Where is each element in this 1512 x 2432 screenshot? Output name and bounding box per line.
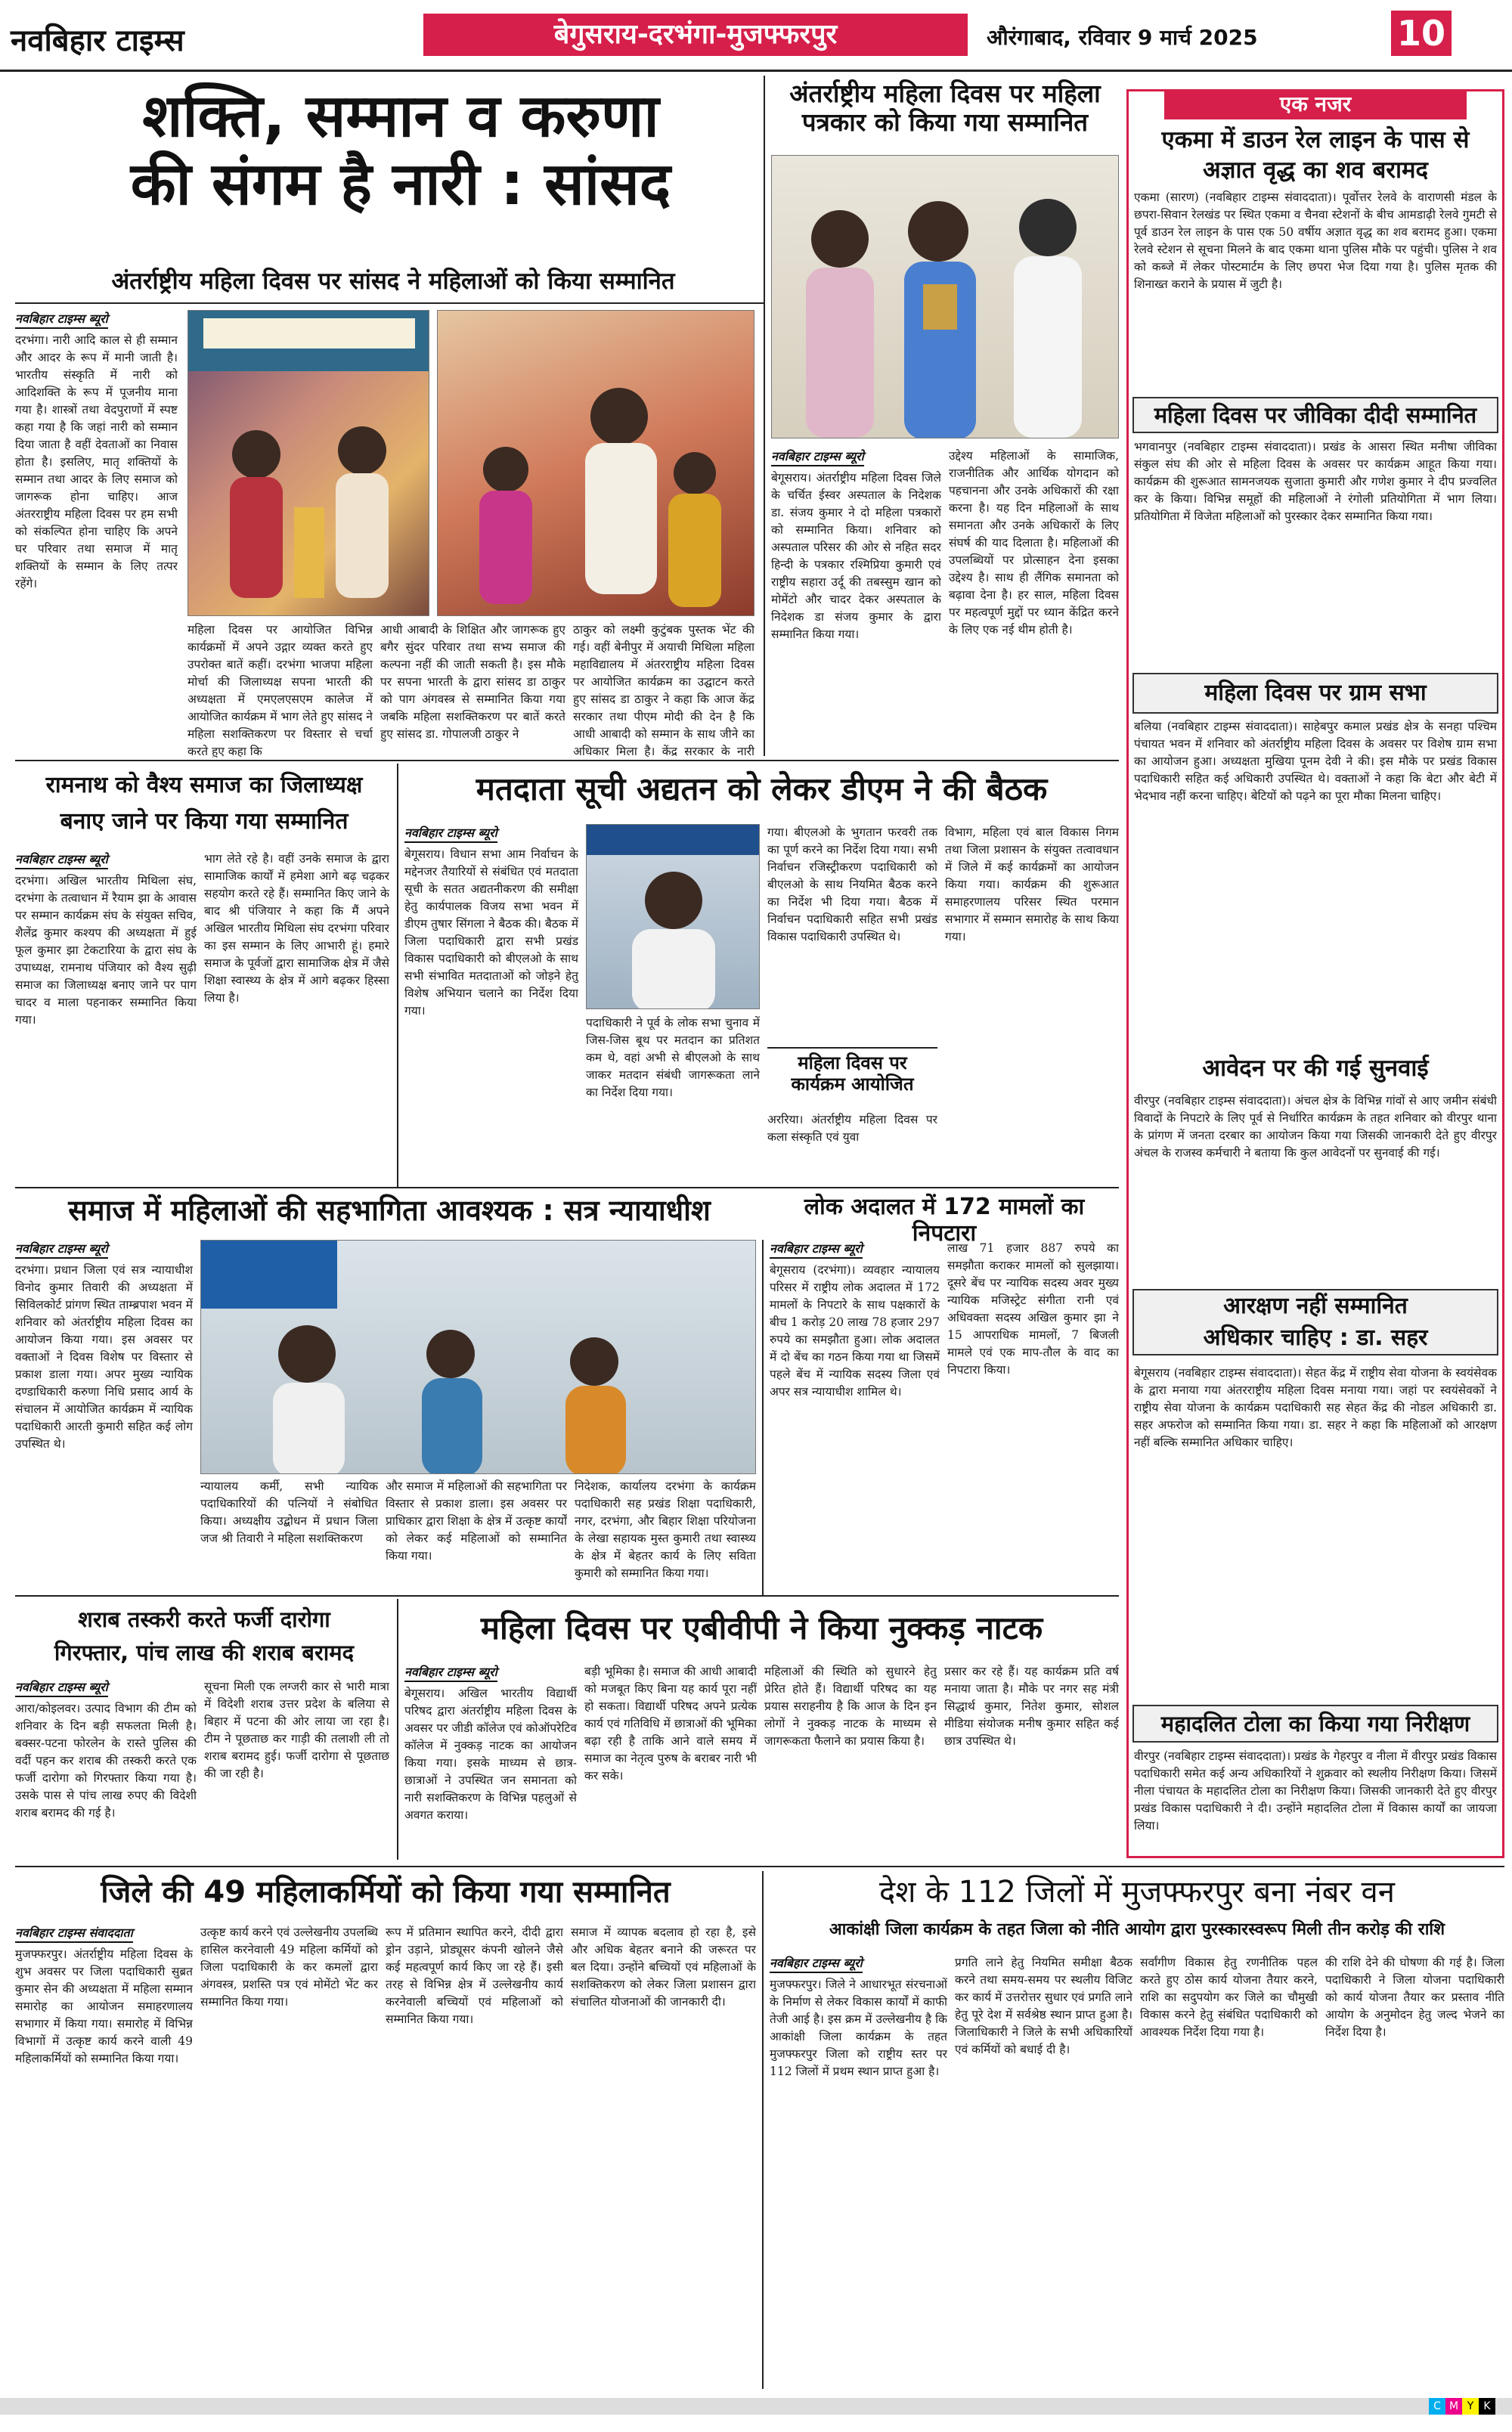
honor49-right-rule <box>762 1871 764 2389</box>
dm-col-3: गया। बीएलओ के भुगतान फरवरी तक का पूर्ण करने का निर्देश दिया गया। सभी निर्वाचन रजिस्ट्रीकरण पदाधिकारी को बीएलओ के साथ नियमित बैठक करने का निर्देश भी दिया गया। बैठक में निर्वाचन पदाधिकारी सहित सभी प्रखंड विकास पदाधिकारी उपस्थित थे। <box>767 826 937 943</box>
liquor-col-1 <box>15 1678 197 1856</box>
honor49-byline: नवबिहार टाइम्स संवाददाता <box>15 1924 133 1943</box>
journalist-photo <box>771 155 1119 438</box>
lead-subhead: अंतर्राष्ट्रीय महिला दिवस पर सांसद ने महिलाओं को किया सम्मानित <box>111 268 675 295</box>
abvp-headline: महिला दिवस पर एबीवीपी ने किया नुक्कड़ नाटक <box>480 1609 1043 1647</box>
dm-col-2: पदाधिकारी ने पूर्व के लोक सभा चुनाव में जिस-जिस बूथ पर मतदान का प्रतिशत कम थे, वहां अभी से बीएलओ के साथ जाकर मतदान संबंधी जागरूकता लाने का निर्देश दिया गया। <box>586 1016 760 1099</box>
sidebar-s3-text: बलिया (नवबिहार टाइम्स संवाददाता)। साहेबपुर कमाल प्रखंड क्षेत्र के सनहा पश्चिम पंचायत भवन में शनिवार को अंतर्राष्ट्रीय महिला दिवस के अवसर पर विशेष ग्राम सभा का आयोजन हुआ। अध्यक्षता मुखिया पूनम देवी ने की। इस मौके पर प्रखंड विकास पदाधिकारी सहित कई अधिकारी उपस्थित थे। वक्ताओं ने कहा कि बेटा और बेटी में भेदभाव नहीं करना चाहिए। बेटियों को पढ़ने का पूरा मौका मिलना चाहिए। <box>1134 720 1497 803</box>
lead-col-4: ठाकुर को लक्ष्मी कुटुंबक पुस्तक भेंट की गई। वहीं बेनीपुर में अयाची मिथिला महिला महाविद्यालय में अंतरराष्ट्रीय महिला दिवस पर आयोजित कार्यक्रम का उद्घाटन करते हुए सांसद डा ठाकुर ने कहा कि आज केंद्र सरकार तथा पीएम मोदी की देन है कि आधी आबादी को सम्मान के साथ जीने का अधिकार मिला है। केंद्र सरकार के नारी <box>573 623 754 757</box>
lead-photo-2-art <box>438 311 754 616</box>
sidebar-s3-headline: महिला दिवस पर ग्राम सभा <box>1132 673 1498 714</box>
rank-byline: नवबिहार टाइम्स ब्यूरो <box>770 1954 863 1973</box>
liquor-right-rule <box>397 1599 398 1860</box>
abvp-col-4: प्रसार कर रहे हैं। यह कार्यक्रम प्रति वर्ष मनाया जाता है। मौके पर नगर सह मंत्री सिद्धार्थ कुमार, नितेश कुमार, सोशल मीडिया संयोजक मनीष कुमार सहित कई छात्र उपस्थित थे। <box>944 1665 1119 1748</box>
dm-sub-headline-line2: कार्यक्रम आयोजित <box>791 1073 914 1095</box>
vaishya-headline-line2: बनाए जाने पर किया गया सम्मानित <box>60 808 349 835</box>
lead-photo-2 <box>437 310 754 616</box>
justice-photo-art <box>201 1241 756 1474</box>
sidebar-s6-headline: महादलित टोला का किया गया निरीक्षण <box>1132 1705 1498 1743</box>
dm-headline: मतदाता सूची अद्यतन को लेकर डीएम ने की बैठक <box>476 770 1048 807</box>
liquor-byline: नवबिहार टाइम्स ब्यूरो <box>15 1678 108 1697</box>
journalist-headline-line2: पत्रकार को किया गया सम्मानित <box>801 107 1089 137</box>
vaishya-byline: नवबिहार टाइम्स ब्यूरो <box>15 850 108 869</box>
liquor-col-2: सूचना मिली एक लग्जरी कार से भारी मात्रा में विदेशी शराब उत्तर प्रदेश के बलिया से बिहार में पटना की ओर लाया जा रहा है। टीम ने पूछताछ कर गाड़ी की तलाशी ली तो शराब बरामद हुई। फर्जी दारोगा से पूछताछ की जा रही है। <box>204 1680 389 1780</box>
lead-col-2: महिला दिवस पर आयोजित विभिन्न कार्यक्रमों में अपने उद्गार व्यक्त करते हुए उपरोक्त बातें कहीं। दरभंगा भाजपा महिला मोर्चा की जिलाध्यक्ष सपना भारती की अध्यक्षता में एमएलएसएम कालेज में आयोजित कार्यक्रम में भाग लेते हुए सांसद ने महिला सशक्तिकरण पर विस्तार से चर्चा करते हुए कहा कि <box>187 623 373 757</box>
footer-bar <box>0 2398 1512 2415</box>
lead-col-3: आधी आबादी के शिक्षित और जागरूक हुए बगैर सुंदर परिवार तथा सभ्य समाज की कल्पना नहीं की जाती सकती है। इस मौके पर सपना भारती के द्वारा सांसद डा ठाकुर को पाग अंगवस्त्र से सम्मानित किया गया जबकि महिला सशक्तिकरण पर बातें करते हुए सांसद डा. गोपालजी ठाकुर ने <box>380 623 565 741</box>
masthead-divider <box>0 70 1512 72</box>
dm-sub-text: अररिया। अंतर्राष्ट्रीय महिला दिवस पर कला संस्कृति एवं युवा <box>767 1113 937 1144</box>
sidebar-s6-text: वीरपुर (नवबिहार टाइम्स संवाददाता)। प्रखंड के गेहरपुर व नीला में वीरपुर प्रखंड विकास पदाधिकारी समेत कई अन्य अधिकारियों ने शुक्रवार को स्थलीय निरीक्षण किया। जिसमें नीला पंचायत के महादलित टोला का निरीक्षण किया। जिसकी जानकारी देते हुए वीरपुर प्रखंड विकास पदाधिकारी ने दी। उन्होंने महादलित टोला में विकास कार्यों का जायजा लिया। <box>1134 1749 1497 1833</box>
journalist-col-1 <box>771 448 941 757</box>
sidebar-tab: एक नजर <box>1164 89 1467 119</box>
vaishya-col-2: भाग लेते रहे है। वहीं उनके समाज के द्वारा सामाजिक कार्यों में हमेशा आगे बढ़ चढ़कर सहयोग करते रहे हैं। सम्मानित किए जाने के बाद श्री पंजियार ने कहा कि मैं अपने अखिल भारतीय मिथिला संघ दरभंगा परिवार का इस सम्मान के लिए आभारी हूं। हमारे समाज के पूर्वजों द्वारा सामाजिक क्षेत्र में जैसे शिक्षा स्वास्थ्य के क्षेत्र में आगे बढ़कर हिस्सा लिया है। <box>204 852 389 1005</box>
sidebar-s4-headline: आवेदन पर की गई सुनवाई <box>1202 1055 1429 1082</box>
abvp-col1-text: बेगूसराय। अखिल भारतीय विद्यार्थी परिषद द्वारा अंतर्राष्ट्रीय महिला दिवस के अवसर पर जीडी कॉलेज एवं कोऑपरेटिव कॉलेज में नुक्कड़ नाटक का आयोजन किया गया। इसके माध्यम से छात्र-छात्राओं ने उपस्थित जन समानता को नारी सशक्तिकरण के विभिन्न पहलुओं से अवगत कराया। <box>404 1687 577 1822</box>
justice-col-2: न्यायालय कर्मी, सभी न्यायिक पदाधिकारियों की पत्नियों ने संबोधित किया। अध्यक्षीय उद्बोधन में प्रधान जिला जज श्री तिवारी ने महिला सशक्तिकरण <box>200 1479 378 1545</box>
dm-photo-art <box>587 825 760 1009</box>
journalist-byline: नवबिहार टाइम्स ब्यूरो <box>771 448 864 466</box>
lokadalat-headline: लोक अदालत में 172 मामलों का निपटारा <box>804 1194 1085 1247</box>
liquor-col1-text: आरा/कोइलवर। उत्पाद विभाग की टीम को शनिवार के दिन बड़ी सफलता मिली है। बक्सर-पटना फोरलेन के रास्ते पुलिस की वर्दी पहन कर शराब की तस्करी करते एक फर्जी दारोगा को गिरफ्तार किया गया है। उसके पास से पांच लाख रुपए की विदेशी शराब बरामद की गई है। <box>15 1702 197 1820</box>
sidebar-s2-text: भगवानपुर (नवबिहार टाइम्स संवाददाता)। प्रखंड के आसरा स्थित मनीषा जीविका संकुल संघ की ओर से महिला दिवस के अवसर पर कार्यक्रम आहूत किया गया। कार्यक्रम की शुरूआत सामनजयक सुजाता कुमारी और गणेश कुमार ने दीप प्रज्वलित कर के किया। विभिन्न समूहों की महिलाओं ने रंगोली प्रतियोगिता में भाग लिया। प्रतियोगिता में विजेता महिलाओं को पुरस्कार देकर सम्मानित किया गया। <box>1134 440 1497 523</box>
honor49-col-1 <box>15 1924 193 2385</box>
rank-col-1 <box>770 1954 947 2385</box>
dm-sub-headline <box>767 1047 937 1095</box>
rank-headline: देश के 112 जिलों में मुजफ्फरपुर बना नंबर वन <box>879 1875 1395 1910</box>
edition-banner: बेगुसराय-दरभंगा-मुजफ्फरपुर <box>423 14 968 56</box>
lead-headline <box>60 83 741 218</box>
liquor-headline-line2: गिरफ्तार, पांच लाख की शराब बरामद <box>54 1640 355 1665</box>
abvp-col-2: बड़ी भूमिका है। समाज की आधी आबादी को मजबूत किए बिना यह कार्य पूरा नहीं हो सकता। विद्यार्थी परिषद अपने प्रत्येक कार्य एवं गतिविधि में छात्राओं की भूमिका बढ़ा रही है ताकि आने वाले समय में समाज का नेतृत्व पुरुष के बराबर नारी भी कर सके। <box>584 1665 757 1783</box>
lead-headline-line1: शक्ति, सम्मान व करुणा <box>142 82 659 150</box>
journalist-headline <box>771 79 1119 137</box>
vaishya-headline-line1: रामनाथ को वैश्य समाज का जिलाध्यक्ष <box>45 772 363 798</box>
sidebar-s4-text: वीरपुर (नवबिहार टाइम्स संवाददाता)। अंचल क्षेत्र के विभिन्न गांवों से आए जमीन संबंधी विवादों के निपटारे के लिए पूर्व से निर्धारित कार्यक्रम के तहत शनिवार को वीरपुर थाना के प्रांगण में जनता दरबार का आयोजन किया गया जिसकी जानकारी देते हुए वीरपुर अंचल के राजस्व कर्मचारी ने बताया कि कुल आवेदनों पर सुनवाई की गई। <box>1134 1094 1497 1160</box>
lead-col-1 <box>15 310 178 756</box>
rank-col-2: प्रगति लाने हेतु नियमित समीक्षा बैठक करने तथा समय-समय पर स्थलीय विजिट कर कार्य में उत्तरोत्तर सुधार एवं प्रगति लाने हेतु पूरे देश में सर्वश्रेष्ठ स्थान प्राप्त हुआ है। जिलाधिकारी ने जिले के सभी अधिकारियों एवं कर्मियों को बधाई दी है। <box>955 1956 1132 2056</box>
liquor-headline <box>15 1603 393 1669</box>
sidebar-s1-text: एकमा (सारण) (नवबिहार टाइम्स संवाददाता)। पूर्वोत्तर रेलवे के वाराणसी मंडल के छपरा-सिवान रेलखंड पर स्थित एकमा व चैनवा स्टेशनों के बीच आमडाढ़ी रेलवे गुमटी से पूर्व डाउन रेल लाइन के पास एक 50 वर्षीय अज्ञात वृद्ध का शव बरामद हुआ। एकमा रेलवे स्टेशन से सूचना मिलने के बाद एकमा थाना पुलिस मौके पर पहुंची। पुलिस ने शव को कब्जे में लेकर पोस्टमार्टम के लिए छपरा भेज दिया गया है। पुलिस मृतक की शिनाख्त कराने के प्रयास में जुटी है। <box>1134 191 1497 291</box>
row2-top-rule <box>15 760 1119 761</box>
masthead <box>0 0 1512 67</box>
row5-top-rule <box>15 1866 1504 1867</box>
cmyk-k: K <box>1479 2398 1495 2415</box>
abvp-col-3: महिलाओं की स्थिति को सुधारने हेतु प्रेरित होते हैं। विद्यार्थी परिषद का यह प्रयास सराहनीय है कि आज के दिन इन लोगों ने नुक्कड़ नाटक के माध्यम से जागरूकता फैलाने का प्रयास किया है। <box>764 1665 937 1748</box>
sidebar-s1-headline: एकमा में डाउन रेल लाइन के पास से अज्ञात वृद्ध का शव बरामद <box>1161 126 1470 184</box>
justice-col-3: और समाज में महिलाओं की सहभागिता पर विस्तार से प्रकाश डाला। इस अवसर पर प्राधिकार द्वारा शिक्षा के क्षेत्र में उत्कृष्ट कार्यों को लेकर कई महिलाओं को सम्मानित किया गया। <box>386 1479 567 1563</box>
honor49-headline: जिले की 49 महिलाकर्मियों को किया गया सम्मानित <box>101 1875 671 1910</box>
abvp-col-1 <box>404 1663 577 1856</box>
sidebar-s5-headline-line1: आरक्षण नहीं सम्मानित <box>1223 1293 1408 1319</box>
justice-photo <box>200 1240 756 1474</box>
lokadalat-byline: नवबिहार टाइम्स ब्यूरो <box>770 1240 863 1259</box>
rank-col-3: सर्वांगीण विकास हेतु रणनीतिक पहल करते हुए ठोस कार्य योजना तैयार करने, राशि का सदुपयोग कर जिले का चौमुखी विकास करने हेतु संबंधित पदाधिकारी को आवश्यक निर्देश दिया गया है। <box>1140 1956 1318 2039</box>
abvp-byline: नवबिहार टाइम्स ब्यूरो <box>404 1663 497 1682</box>
cmyk-y: Y <box>1462 2398 1479 2415</box>
rank-subhead: आकांक्षी जिला कार्यक्रम के तहत जिला को नीति आयोग द्वारा पुरस्कारस्वरूप मिली तीन करोड़ की राशि <box>829 1920 1445 1939</box>
page-number: 10 <box>1391 11 1452 56</box>
justice-col1-text: दरभंगा। प्रधान जिला एवं सत्र न्यायाधीश विनोद कुमार तिवारी की अध्यक्षता में सिविलकोर्ट प्रांगण स्थित ताम्ब्रपाश भवन में शनिवार को अंतर्राष्ट्रीय महिला दिवस का आयोजन किया गया। इस अवसर पर वक्ताओं ने दिवस विशेष पर विस्तार से प्रकाश डाला गया। अपर मुख्य न्यायिक दण्डाधिकारी करुणा निधि प्रसाद आर्य के संचालन में आयोजित कार्यक्रम में न्यायिक पदाधिकारी आरती कुमारी सहित कई लोग उपस्थित थे। <box>15 1263 193 1451</box>
honor49-col-2: उत्कृष्ट कार्य करने एवं उल्लेखनीय उपलब्धि हासिल करनेवाली 49 महिला कर्मियों को जिला पदाधिकारी के कर कमलों द्वारा अंगवस्त्र, प्रशस्ति पत्र एवं मोमेंटो भेंट कर सम्मानित किया गया। <box>200 1925 378 2009</box>
journalist-col1-text: बेगूसराय। अंतर्राष्ट्रीय महिला दिवस जिले के चर्चित ईस्वर अस्पताल के निदेशक डा. संजय कुमार ने दो महिला पत्रकारों को सम्मानित किया। शनिवार को अस्पताल परिसर की ओर से नहित सदर हिन्दी के पत्रकार रश्मिप्रिया कुमारी एवं राष्ट्रीय सहारा उर्दू की तबस्सुम खान को मोमेंटो और चादर देकर अस्पताल के निदेशक डा संजय कुमार के द्वारा सम्मानित किया गया। <box>771 471 941 641</box>
lead-col1-text: दरभंगा। नारी आदि काल से ही सम्मान और आदर के रूप में मानी जाती है। भारतीय संस्कृति में नारी को आदिशक्ति के रूप में पूजनीय माना गया है। शास्त्रों तथा वेदपुराणों में स्पष्ट कहा गया है कि जहां नारी को सम्मान दिया जाता है वहीं देवताओं का निवास होता है। इसलिए, मातृ शक्तियों के सम्मान तथा आदर के लिए समाज को जागरूक होना चाहिए। आज अंतरराष्ट्रीय महिला दिवस पर हम सभी को संकल्पित होना चाहिए कि अपने घर परिवार तथा समाज में मातृ शक्तियों के सम्मान के लिए तत्पर रहेंगे। <box>15 333 178 590</box>
sidebar-s2-headline: महिला दिवस पर जीविका दीदी सम्मानित <box>1132 397 1498 433</box>
liquor-headline-line1: शराब तस्करी करते फर्जी दारोगा <box>78 1606 330 1632</box>
honor49-col-4: समाज में व्यापक बदलाव हो रहा है, इसे और अधिक बेहतर बनाने की जरूरत पर बल दिया। उन्होंने बच्चियों एवं महिलाओं के सशक्तिकरण को लेकर जिला प्रशासन द्वारा संचालित योजनाओं की जानकारी दी। <box>571 1925 756 2009</box>
cmyk-c: C <box>1429 2398 1445 2415</box>
rank-col-4: की राशि देने की घोषणा की गई है। जिला पदाधिकारी ने जिला योजना पदाधिकारी को कार्य योजना तैयार कर प्रस्ताव नीति आयोग के अनुमोदन हेतु जल्द भेजने का निर्देश दिया है। <box>1325 1956 1504 2039</box>
sidebar-s5-text: बेगूसराय (नवबिहार टाइम्स संवाददाता)। सेहत केंद्र में राष्ट्रीय सेवा योजना के स्वयंसेवक के द्वारा मनाया गया अंतरराष्ट्रीय महिला दिवस मनाया गया। जहां पर स्वयंसेवकों ने राष्ट्रीय सेवा योजना के कार्यक्रम पदाधिकारी सह सेहत केंद्र की नोडल अधिकारी डा. सहर अफरोज को सम्मानित किया गया। डा. सहर ने कहा कि महिलाओं को आरक्षण नहीं बल्कि सम्मानित अधिकार चाहिए। <box>1134 1366 1497 1449</box>
sidebar-s5-headline <box>1132 1289 1498 1355</box>
dm-photo <box>586 824 760 1009</box>
sidebar-s5-headline-line2: अधिकार चाहिए : डा. सहर <box>1203 1324 1428 1351</box>
lokadalat-col-0: निदेशक, कार्यालय दरभंगा के कार्यक्रम पदाधिकारी सह प्रखंड शिक्षा पदाधिकारी, नगर, दरभंगा, और बिहार शिक्षा परियोजना के लेखा सहायक मुस्त कुमारी तथा स्वास्थ्य के क्षेत्र में बेहतर कार्य के लिए सविता कुमारी को सम्मानित किया गया। <box>575 1479 756 1580</box>
dm-byline: नवबिहार टाइम्स ब्यूरो <box>404 824 497 843</box>
dm-sub-headline-line1: महिला दिवस पर <box>798 1052 907 1073</box>
lead-headline-line2: की संगम है नारी : सांसद <box>130 150 671 218</box>
edition-date: औरंगाबाद, रविवार 9 मार्च 2025 <box>987 25 1258 50</box>
justice-right-rule <box>762 1240 764 1595</box>
vaishya-right-rule <box>397 764 398 1187</box>
justice-headline: समाज में महिलाओं की सहभागिता आवश्यक : सत्र न्यायाधीश <box>68 1194 711 1227</box>
rank-col1-text: मुजफ्फरपुर। जिले ने आधारभूत संरचनाओं के निर्माण से लेकर विकास कार्यों में काफी तेजी आई है। इस क्रम में उल्लेखनीय है कि आकांक्षी जिला कार्यक्रम के तहत मुजफ्फरपुर जिला को राष्ट्रीय स्तर पर 112 जिलों में प्रथम स्थान प्राप्त हुआ है। <box>770 1978 947 2078</box>
vaishya-headline <box>15 767 393 840</box>
row3-top-rule <box>15 1187 1119 1188</box>
cmyk-m: M <box>1445 2398 1462 2415</box>
vaishya-col-1 <box>15 850 197 1183</box>
justice-col-1 <box>15 1240 193 1588</box>
journalist-headline-line1: अंतर्राष्ट्रीय महिला दिवस पर महिला <box>789 79 1101 108</box>
lokadalat-col-2: लाख 71 हजार 887 रुपये का समझौता कराकर मामलों को सुलझाया। दूसरे बेंच पर न्यायिक सदस्य अवर मुख्य न्यायिक मजिस्ट्रेट संगीता रानी एवं अधिवक्ता सदस्य अखिल कुमार झा ने 15 आपराधिक मामलों, 7 बिजली मामले एवं एक माप-तौल के वाद का निपटारा किया। <box>947 1241 1119 1377</box>
honor49-col-3: रूप में प्रतिमान स्थापित करने, दीदी द्वारा ड्रोन उड़ाने, प्रोड्यूसर कंपनी खोलने जैसे कई महत्वपूर्ण कार्य किए जा रहे हैं। इसी तरह से विभिन्न क्षेत्र में उल्लेखनीय कार्य करनेवाली बच्चियों एवं महिलाओं को सम्मानित किया गया। <box>386 1925 563 2026</box>
dm-col-1 <box>404 824 578 1179</box>
row4-top-rule <box>15 1595 1119 1597</box>
lokadalat-col-1 <box>770 1240 940 1588</box>
lead-right-rule <box>764 76 765 756</box>
lead-photo-art <box>188 311 429 616</box>
justice-byline: नवबिहार टाइम्स ब्यूरो <box>15 1240 108 1259</box>
lead-byline: नवबिहार टाइम्स ब्यूरो <box>15 310 108 329</box>
honor49-col1-text: मुजफ्फरपुर। अंतर्राष्ट्रीय महिला दिवस के शुभ अवसर पर जिला पदाधिकारी सुब्रत कुमार सेन की अध्यक्षता में महिला सम्मान समारोह का आयोजन समाहरणालय सभागार में किया गया। समारोह में विभिन्न विभागों में उत्कृष्ट कार्य करने वाली 49 महिलाकर्मियों को सम्मानित किया गया। <box>15 1947 193 2065</box>
lead-sub-rule <box>15 302 764 304</box>
journalist-col-2: उद्देश्य महिलाओं के सामाजिक, राजनीतिक और आर्थिक योगदान को पहचानना और उनके अधिकारों की रक्षा करना है। यह दिन महिलाओं के साथ समानता और उनके अधिकारों के लिए संघर्ष की याद दिलाता है। महिलाओं की उपलब्धियों पर प्रोत्साहन देना इसका उद्देश्य है। साथ ही लैंगिक समानता को बढ़ावा देना है। हर साल, महिला दिवस पर महत्वपूर्ण मुद्दों पर ध्यान केंद्रित करने के लिए एक नई थीम होती है। <box>949 449 1119 637</box>
journalist-photo-art <box>772 156 1119 438</box>
lead-photo <box>187 310 429 616</box>
newspaper-brand: नवबिहार टाइम्स <box>11 23 184 58</box>
dm-col1-text: बेगूसराय। विधान सभा आम निर्वाचन के मद्देनजर तैयारियों से संबंधित एवं मतदाता सूची के सतत अद्यतनीकरण की समीक्षा हेतु कार्यपालक विजय सभा भवन में डीएम तुषार सिंगला ने बैठक की। बैठक में जिला पदाधिकारी द्वारा सभी प्रखंड विकास पदाधिकारी को बीएलओ के साथ सभी संभावित मतदाताओं को जोड़ने हेतु विशेष अभियान चलाने का निर्देश दिया गया। <box>404 847 578 1018</box>
lokadalat-col1-text: बेगूसराय (दरभंगा)। व्यवहार न्यायालय परिसर में राष्ट्रीय लोक अदालत में 172 मामलों के निपटारे के साथ पक्षकारों के बीच 1 करोड़ 20 लाख 78 हजार 297 रुपये का समझौता हुआ। लोक अदालत में दो बेंच का गठन किया गया था जिसमें पहले बेंच में न्यायिक सदस्य जिला एवं अपर सत्र न्यायाधीश शामिल थे। <box>770 1263 940 1399</box>
dm-col-4: विभाग, महिला एवं बाल विकास निगम तथा जिला प्रशासन के संयुक्त तत्वावधान में जिले में कई कार्यक्रमों का आयोजन किया गया। कार्यक्रम की शुरूआत समाहरणालय परिसर स्थित परमान सभागार में सम्मान समारोह के साथ किया गया। <box>945 826 1119 943</box>
vaishya-col1-text: दरभंगा। अखिल भारतीय मिथिला संघ, दरभंगा के तत्वाधान में रैयाम झा के आवास पर सम्मान कार्यक्रम संघ के संयुक्त सचिव, शैलेंद्र कुमार कश्यप की अध्यक्षता में हुई फूल कुमार झा टेकटारिया के द्वारा संघ के उपाध्यक्ष, रामनाथ पंजियार को वैश्य सुढ़ी समाज का जिलाध्यक्ष बनाए जाने पर पाग चादर व माला पहनाकर सम्मानित किया गया। <box>15 874 197 1027</box>
